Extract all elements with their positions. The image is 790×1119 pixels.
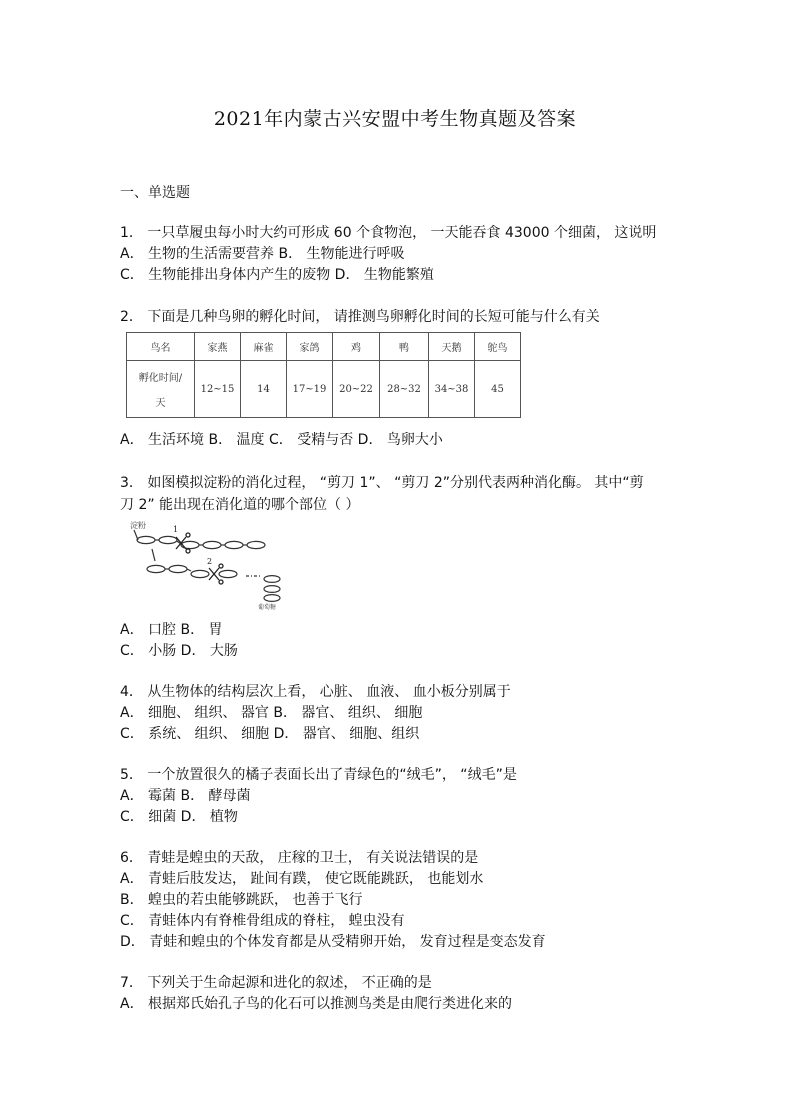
document-title: 2021年内蒙古兴安盟中考生物真题及答案 [213,108,577,130]
table-header-hatching-time-line1: 孵化时间/ [138,373,183,384]
question-6-option-a: A． 青蛙后肢发达， 趾间有蹼， 使它既能跳跃， 也能划水 [120,871,484,887]
table-cell-days: 34~38 [429,361,475,418]
table-cell-days: 45 [475,361,521,418]
question-4-stem: 4． 从生物体的结构层次上看， 心脏、 血液、 血小板分别属于 [120,684,511,700]
table-cell-bird: 鸭 [380,333,429,361]
question-5-stem: 5． 一个放置很久的橘子表面长出了青绿色的“绒毛”， “绒毛”是 [120,767,517,783]
maltose-chain [147,565,280,601]
table-cell-bird: 麻雀 [241,333,287,361]
question-1-stem: 1． 一只草履虫每小时大约可形成 60 个食物泡， 一天能吞食 43000 个细菌， 这说明 [120,225,657,241]
section-heading: 一、单选题 [120,185,190,201]
question-6-option-d: D． 青蛙和蝗虫的个体发育都是从受精卵开始， 发育过程是变态发育 [120,934,546,950]
table-cell-bird: 鸡 [333,333,380,361]
question-3-options-cd: C． 小肠 D． 大肠 [120,643,238,659]
question-6-stem: 6． 青蛙是蝗虫的天敌， 庄稼的卫士， 有关说法错误的是 [120,850,479,866]
table-cell-days: 17~19 [287,361,333,418]
table-cell-bird: 家鸽 [287,333,333,361]
question-5-options-cd: C． 细菌 D． 植物 [120,809,238,825]
figure-label-glucose: 葡萄糖 [258,604,277,611]
question-3-stem-line1: 3． 如图模拟淀粉的消化过程， “剪刀 1”、 “剪刀 2”分别代表两种消化酶。 其中“剪 [120,475,644,491]
question-6-option-c: C． 青蛙体内有脊椎骨组成的脊柱， 蝗虫没有 [120,913,405,929]
starch-chain [134,530,265,561]
figure-label-scissors-2: 2 [207,557,213,566]
table-header-hatching-time-line2: 天 [155,398,166,409]
table-cell-bird: 家燕 [195,333,241,361]
question-7-option-a: A． 根据郑氏始孔子鸟的化石可以推测鸟类是由爬行类进化来的 [120,996,513,1012]
question-4-options-cd: C． 系统、 组织、 细胞 D． 器官、 细胞、组织 [120,726,420,742]
question-1-options-cd: C． 生物能排出身体内产生的废物 D． 生物能繁殖 [120,267,434,283]
table-header-bird-name: 鸟名 [127,333,195,361]
question-3-options-ab: A． 口腔 B． 胃 [120,622,223,638]
hatching-time-table [126,332,521,418]
table-cell-bird: 天鹅 [429,333,475,361]
question-4-options-ab: A． 细胞、 组织、 器官 B． 器官、 组织、 细胞 [120,705,423,721]
table-cell-days: 12~15 [195,361,241,418]
figure-label-scissors-1: 1 [173,525,179,534]
question-3-stem-line2: 刀 2” 能出现在消化道的哪个部位（ ） [120,497,360,513]
starch-digestion-figure [128,519,288,611]
table-cell-days: 20~22 [333,361,380,418]
table-header-hatching-time [127,361,195,418]
question-5-options-ab: A． 霉菌 B． 酵母菌 [120,788,251,804]
question-6-option-b: B． 蝗虫的若虫能够跳跃， 也善于飞行 [120,892,363,908]
question-7-stem: 7． 下列关于生命起源和进化的叙述， 不正确的是 [120,975,432,991]
table-cell-days: 14 [241,361,287,418]
table-cell-bird: 鸵鸟 [475,333,521,361]
figure-label-starch: 淀粉 [130,521,146,530]
question-2-stem: 2． 下面是几种鸟卵的孵化时间， 请推测鸟卵孵化时间的长短可能与什么有关 [120,309,600,325]
scissors-2-icon [209,564,223,584]
question-2-options: A． 生活环境 B． 温度 C． 受精与否 D． 鸟卵大小 [120,432,443,448]
question-1-options-ab: A． 生物的生活需要营养 B． 生物能进行呼吸 [120,246,405,262]
table-cell-days: 28~32 [380,361,429,418]
